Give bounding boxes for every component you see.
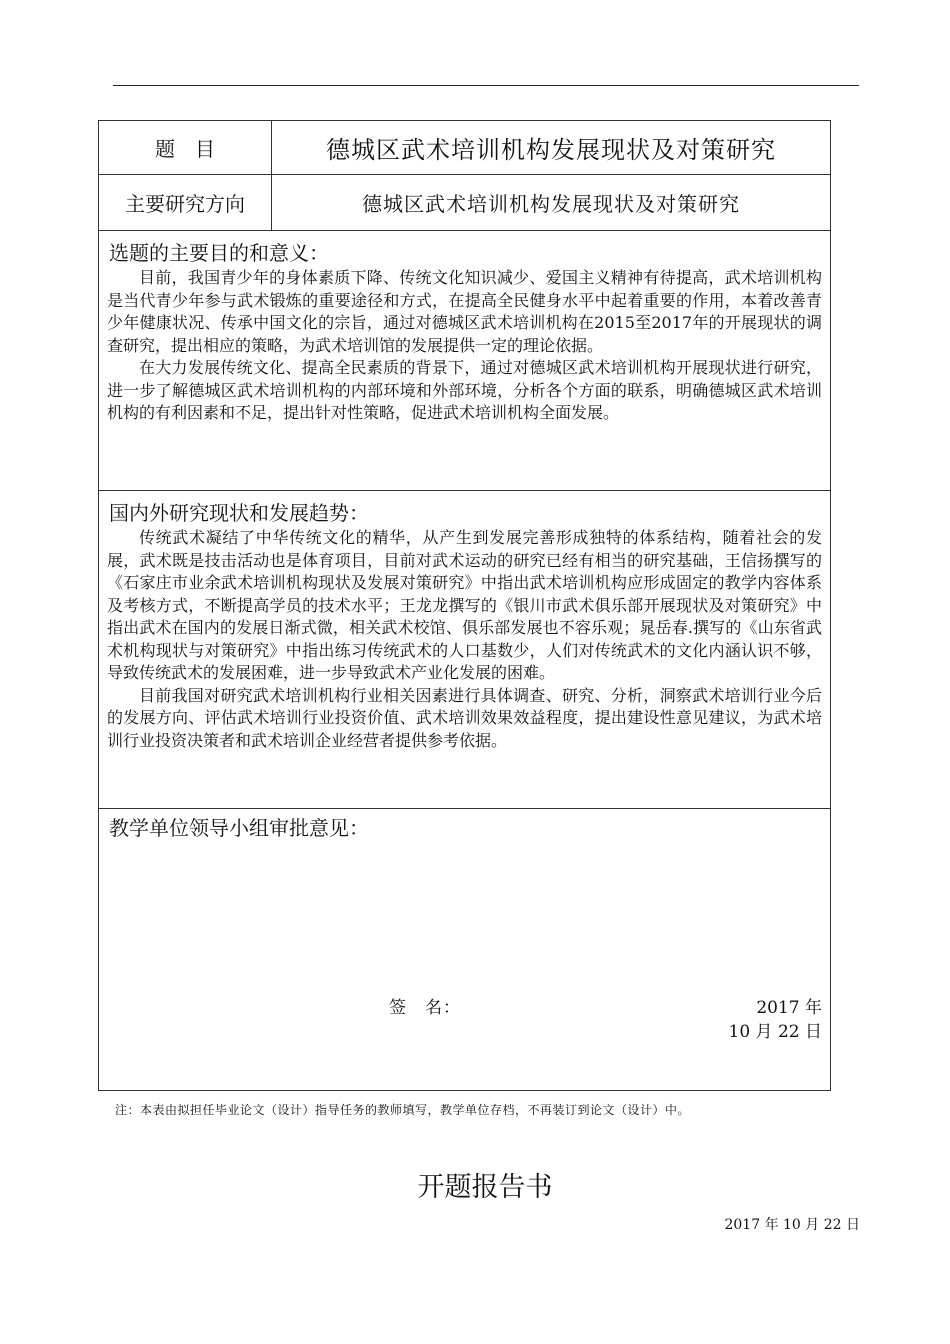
footnote: 注：本表由拟担任毕业论文（设计）指导任务的教师填写，教学单位存档，不再装订到论文（设计）中。 <box>115 1103 691 1117</box>
purpose-paragraph: 目前，我国青少年的身体素质下降、传统文化知识减少、爱国主义精神有待提高，武术培训机构是当代青少年参与武术锻炼的重要途径和方式，在提高全民健身水平中起着重要的作用，本着改善青少年健康状况、传承中国文化的宗旨，通过对德城区武术培训机构在2015至2017年的开展现状的调查研究，提出相应的策略，为武术培训馆的发展提供一定的理论依据。 <box>107 268 822 355</box>
status-paragraph: 目前我国对研究武术培训机构行业相关因素进行具体调查、研究、分析，洞察武术培训行业今后的发展方向、评估武术培训行业投资价值、武术培训效果效益程度，提出建设性意见建议，为武术培训行业投资决策者和武术培训企业经营者提供参考依据。 <box>107 685 822 750</box>
direction-label: 主要研究方向 <box>99 175 272 230</box>
status-body <box>107 527 822 752</box>
purpose-body <box>107 267 822 425</box>
title-value-cell <box>272 121 830 174</box>
approval-heading: 教学单位领导小组审批意见： <box>109 816 369 840</box>
purpose-section <box>99 231 830 491</box>
research-status-section <box>99 491 830 809</box>
title-label: 题 目 <box>99 121 272 174</box>
signature-date: 10 月 22 日 <box>728 1022 822 1042</box>
direction-value: 德城区武术培训机构发展现状及对策研究 <box>362 192 740 216</box>
direction-row <box>99 175 830 231</box>
title-row <box>99 121 830 175</box>
signature-year: 2017 年 <box>756 998 822 1018</box>
header-rule <box>113 85 859 86</box>
status-paragraph: 传统武术凝结了中华传统文化的精华，从产生到发展完善形成独特的体系结构，随着社会的发展，武术既是技击活动也是体育项目，目前对武术运动的研究已经有相当的研究基础，王信扬撰写的《石家庄市业余武术培训机构现状及发展对策研究》中指出武术培训机构应形成固定的教学内容体系及考核方式，不断提高学员的技术水平；王龙龙撰写的《银川市武术俱乐部开展现状及对策研究》中指出武术在国内的发展日渐式微，相关武术校馆、俱乐部发展也不容乐观；晁岳春.撰写的《山东省武术机构现状与对策研究》中指出练习传统武术的人口基数少，人们对传统武术的文化内涵认识不够，导致传统武术的发展困难，进一步导致武术产业化发展的困难。 <box>107 528 822 682</box>
purpose-heading: 选题的主要目的和意义： <box>109 241 329 265</box>
proposal-form-table <box>98 120 831 1091</box>
approval-section <box>99 809 830 1092</box>
direction-value-cell <box>272 175 830 230</box>
signature-label: 签 名： <box>389 998 461 1018</box>
report-title: 开题报告书 <box>417 1172 553 1203</box>
status-heading: 国内外研究现状和发展趋势： <box>109 501 369 525</box>
purpose-paragraph: 在大力发展传统文化、提高全民素质的背景下，通过对德城区武术培训机构开展现状进行研究，进一步了解德城区武术培训机构的内部环境和外部环境，分析各个方面的联系，明确德城区武术培训机构的有利因素和不足，提出针对性策略，促进武术培训机构全面发展。 <box>107 358 822 422</box>
title-value: 德城区武术培训机构发展现状及对策研究 <box>326 136 776 164</box>
report-date: 2017 年 10 月 22 日 <box>724 1217 860 1233</box>
